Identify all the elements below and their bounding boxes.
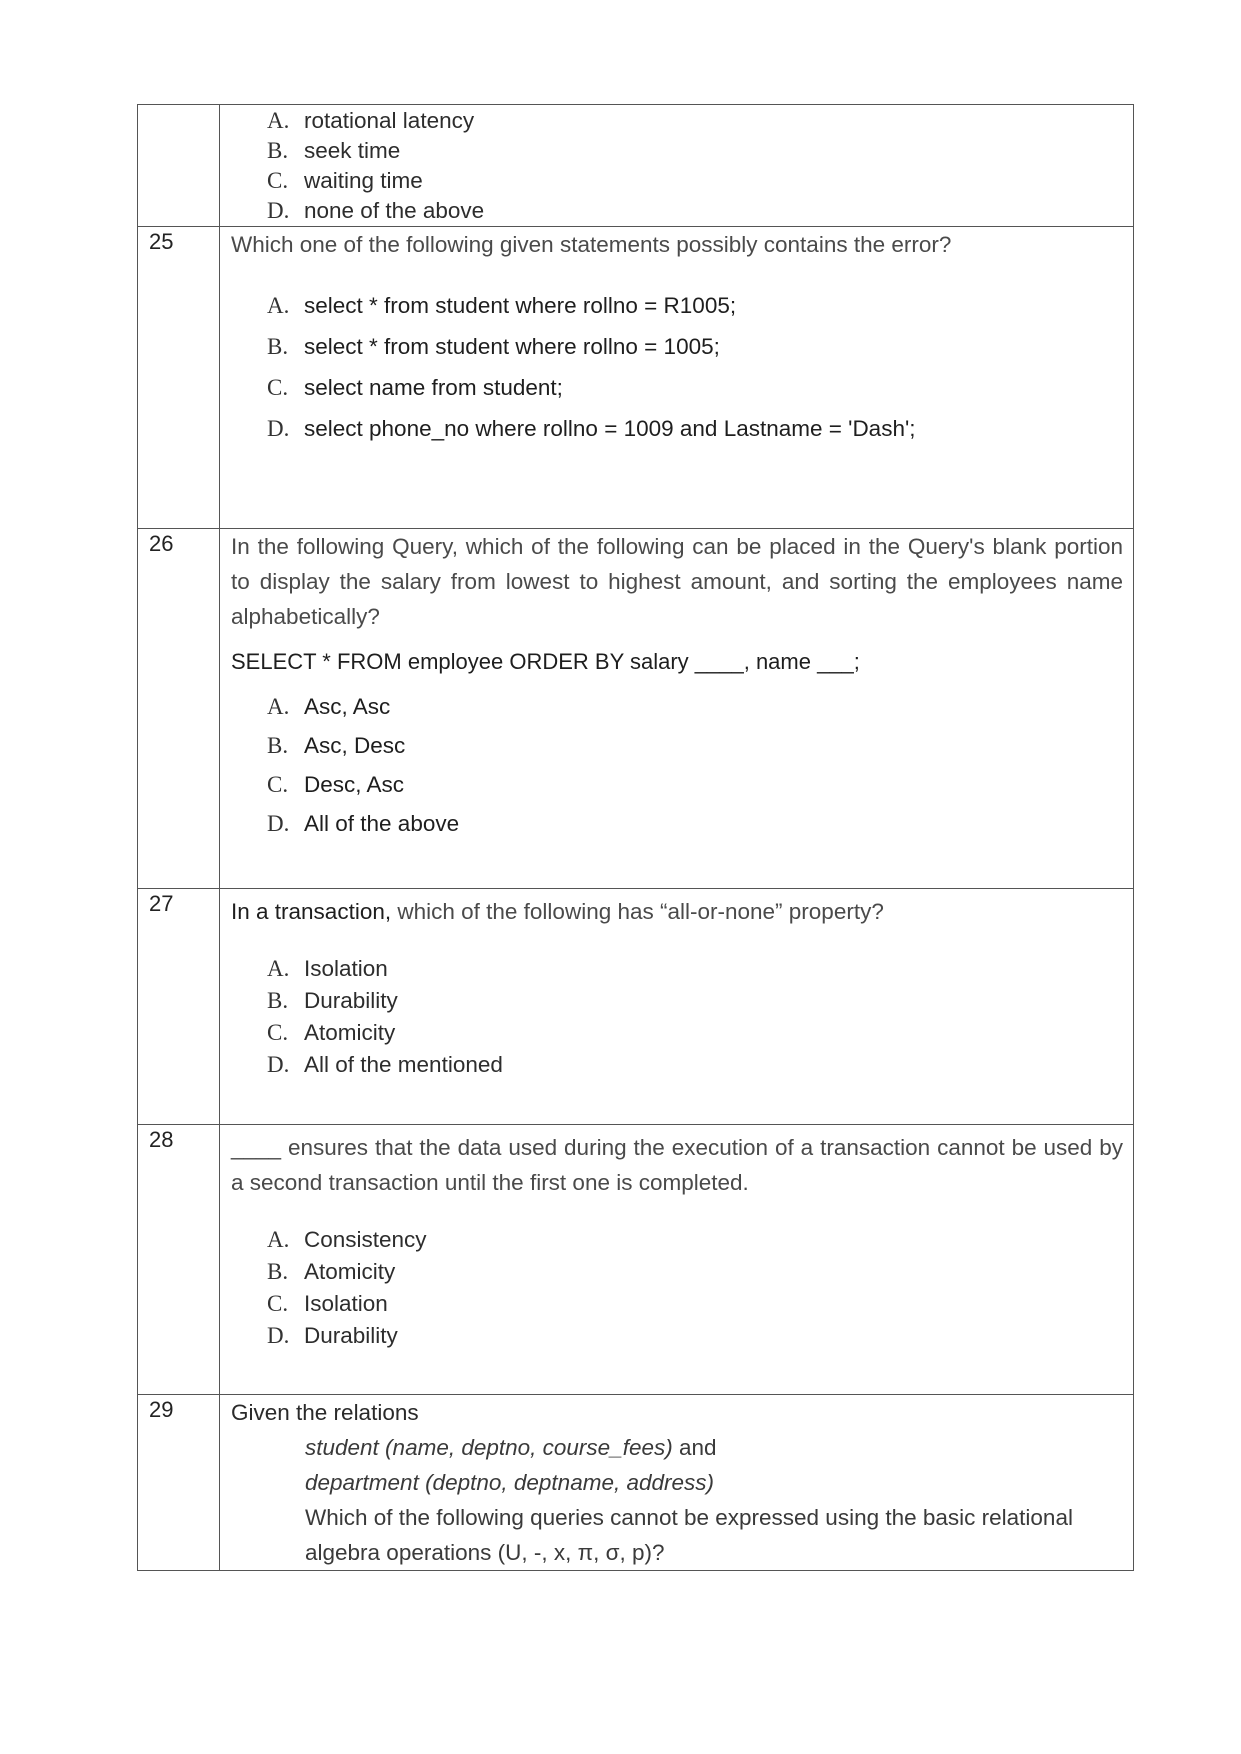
option-item: [267, 1049, 1133, 1081]
option-text: All of the mentioned: [304, 1052, 503, 1077]
option-text: Atomicity: [304, 1020, 396, 1045]
option-letter: B.: [267, 334, 289, 359]
option-item: [267, 1288, 1133, 1320]
question-row-25: [138, 227, 1134, 529]
option-letter: C.: [267, 772, 289, 797]
option-item: [267, 985, 1133, 1017]
question-number: 25: [138, 227, 220, 529]
option-item: [267, 285, 1133, 326]
option-item: [267, 367, 1133, 408]
option-item: [267, 1224, 1133, 1256]
option-letter: A.: [267, 694, 290, 719]
option-letter: C.: [267, 1291, 289, 1316]
question-row-29: [138, 1395, 1134, 1571]
option-list: [220, 953, 1133, 1081]
option-item: [267, 408, 1133, 449]
option-item: [267, 326, 1133, 367]
question-text: In the following Query, which of the following can be placed in the Query's blank portion to display the salary from lowest to highest amount, and sorting the employees name alphabetically?: [231, 534, 1123, 629]
option-text: none of the above: [304, 198, 485, 223]
option-item: [267, 953, 1133, 985]
option-text: Durability: [304, 1323, 398, 1348]
question-number: 28: [138, 1125, 220, 1395]
option-item: [267, 726, 1133, 765]
option-text: All of the above: [304, 811, 460, 836]
option-list: [220, 1224, 1133, 1352]
question-row-28: [138, 1125, 1134, 1395]
question-row-24: [138, 105, 1134, 227]
option-letter: C.: [267, 1020, 289, 1045]
question-body: [220, 889, 1134, 1125]
option-letter: C.: [267, 168, 289, 193]
option-text: Durability: [304, 988, 398, 1013]
option-text: select * from student where rollno = R1005;: [304, 293, 737, 318]
relation-schema: department (deptno, deptname, address): [305, 1470, 714, 1495]
question-body: [220, 227, 1134, 529]
option-letter: A.: [267, 956, 290, 981]
option-text: Isolation: [304, 1291, 388, 1316]
option-item: [267, 765, 1133, 804]
question-lead: In a transaction,: [231, 899, 392, 924]
option-item: [267, 1256, 1133, 1288]
option-letter: A.: [267, 293, 290, 318]
option-text: Asc, Desc: [304, 733, 406, 758]
option-item: [267, 136, 1133, 166]
option-list: [220, 105, 1133, 226]
option-text: Isolation: [304, 956, 388, 981]
question-text: ____ ensures that the data used during the execution of a transaction cannot be used by a second transaction until the first one is completed.: [231, 1135, 1123, 1195]
relation-student: [220, 1430, 1133, 1465]
question-text: Which of the following queries cannot be expressed using the basic relational algebra operations (U, -, x, π, σ, p)?: [305, 1505, 1073, 1565]
question-body: [220, 105, 1134, 227]
question-row-27: [138, 889, 1134, 1125]
question-intro: Given the relations: [231, 1400, 419, 1425]
option-item: [267, 196, 1133, 226]
option-list: [220, 285, 1133, 449]
question-rest: which of the following has “all-or-none” property?: [391, 899, 884, 924]
question-body: [220, 529, 1134, 889]
option-letter: D.: [267, 1052, 290, 1077]
option-letter: D.: [267, 811, 290, 836]
question-body: [220, 1125, 1134, 1395]
option-text: seek time: [304, 138, 401, 163]
option-item: [267, 804, 1133, 843]
question-row-26: [138, 529, 1134, 889]
option-letter: B.: [267, 733, 289, 758]
option-text: Desc, Asc: [304, 772, 405, 797]
option-text: Asc, Asc: [304, 694, 391, 719]
relation-department: [220, 1465, 1133, 1500]
question-body: [220, 1395, 1134, 1571]
option-item: [267, 687, 1133, 726]
question-text: Which one of the following given statements possibly contains the error?: [231, 232, 952, 257]
question-text: [220, 889, 1133, 929]
option-letter: C.: [267, 375, 289, 400]
option-text: Atomicity: [304, 1259, 396, 1284]
option-letter: A.: [267, 1227, 290, 1252]
relation-schema: student (name, deptno, course_fees): [305, 1435, 673, 1460]
option-item: [267, 166, 1133, 196]
option-text: select * from student where rollno = 1005;: [304, 334, 720, 359]
option-list: [220, 687, 1133, 843]
question-number: 29: [138, 1395, 220, 1571]
option-item: [267, 1320, 1133, 1352]
option-letter: D.: [267, 1323, 290, 1348]
option-text: select phone_no where rollno = 1009 and Lastname = 'Dash';: [304, 416, 916, 441]
question-number-cell: [138, 105, 220, 227]
option-letter: B.: [267, 138, 289, 163]
question-table: [137, 104, 1134, 1571]
option-text: rotational latency: [304, 108, 475, 133]
option-item: [267, 106, 1133, 136]
option-text: waiting time: [304, 168, 423, 193]
question-number: 26: [138, 529, 220, 889]
option-letter: D.: [267, 416, 290, 441]
option-item: [267, 1017, 1133, 1049]
relation-suffix: and: [672, 1435, 717, 1460]
option-text: select name from student;: [304, 375, 563, 400]
option-letter: D.: [267, 198, 290, 223]
question-number: 27: [138, 889, 220, 1125]
option-letter: B.: [267, 1259, 289, 1284]
option-letter: A.: [267, 108, 290, 133]
sql-query: SELECT * FROM employee ORDER BY salary ____, name ___;: [231, 649, 860, 674]
option-text: Consistency: [304, 1227, 427, 1252]
option-letter: B.: [267, 988, 289, 1013]
